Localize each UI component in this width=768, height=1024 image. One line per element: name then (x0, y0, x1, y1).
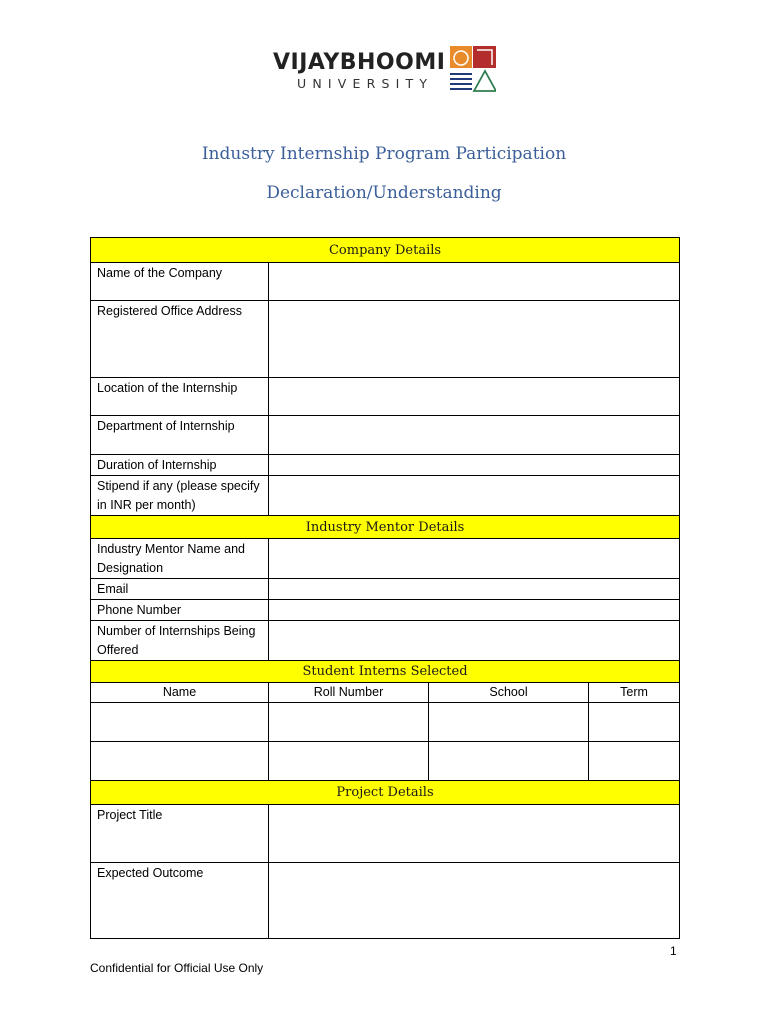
column-header-roll-number: Roll Number (269, 683, 429, 703)
field-label: Expected Outcome (91, 863, 269, 939)
field-label: Duration of Internship (91, 455, 269, 476)
column-header-name: Name (91, 683, 269, 703)
student-term-cell[interactable] (589, 703, 680, 742)
section-heading-mentor: Industry Mentor Details (91, 516, 680, 539)
stipend-field[interactable] (269, 476, 680, 516)
logo-name: VIJAYBHOOMI (273, 50, 446, 75)
page-number: 1 (670, 944, 677, 958)
field-label: Stipend if any (please specify in INR per month) (91, 476, 269, 516)
internship-location-field[interactable] (269, 378, 680, 416)
office-address-field[interactable] (269, 301, 680, 378)
student-school-cell[interactable] (429, 742, 589, 781)
expected-outcome-field[interactable] (269, 863, 680, 939)
student-name-cell[interactable] (91, 742, 269, 781)
table-row (91, 703, 680, 742)
field-label: Industry Mentor Name and Designation (91, 539, 269, 579)
field-label: Department of Internship (91, 416, 269, 455)
field-label: Name of the Company (91, 263, 269, 301)
field-label: Email (91, 579, 269, 600)
column-header-school: School (429, 683, 589, 703)
project-title-field[interactable] (269, 805, 680, 863)
field-label: Location of the Internship (91, 378, 269, 416)
student-roll-cell[interactable] (269, 703, 429, 742)
column-header-term: Term (589, 683, 680, 703)
logo-subtitle: UNIVERSITY (297, 76, 434, 91)
section-heading-students: Student Interns Selected (91, 661, 680, 683)
student-school-cell[interactable] (429, 703, 589, 742)
form-title: Industry Internship Program Participation (201, 144, 567, 164)
confidential-footer: Confidential for Official Use Only (90, 961, 264, 975)
internship-count-field[interactable] (269, 621, 680, 661)
section-heading-project: Project Details (91, 781, 680, 805)
student-term-cell[interactable] (589, 742, 680, 781)
logo-mark-icon (450, 46, 496, 92)
mentor-email-field[interactable] (269, 579, 680, 600)
section-heading-company: Company Details (91, 238, 680, 263)
mentor-phone-field[interactable] (269, 600, 680, 621)
internship-department-field[interactable] (269, 416, 680, 455)
internship-form-table (90, 237, 680, 939)
form-subtitle: Declaration/Understanding (266, 183, 502, 203)
internship-duration-field[interactable] (269, 455, 680, 476)
field-label: Phone Number (91, 600, 269, 621)
field-label: Registered Office Address (91, 301, 269, 378)
field-label: Project Title (91, 805, 269, 863)
table-row (91, 742, 680, 781)
mentor-name-field[interactable] (269, 539, 680, 579)
field-label: Number of Internships Being Offered (91, 621, 269, 661)
student-name-cell[interactable] (91, 703, 269, 742)
student-roll-cell[interactable] (269, 742, 429, 781)
university-logo (273, 46, 498, 94)
company-name-field[interactable] (269, 263, 680, 301)
